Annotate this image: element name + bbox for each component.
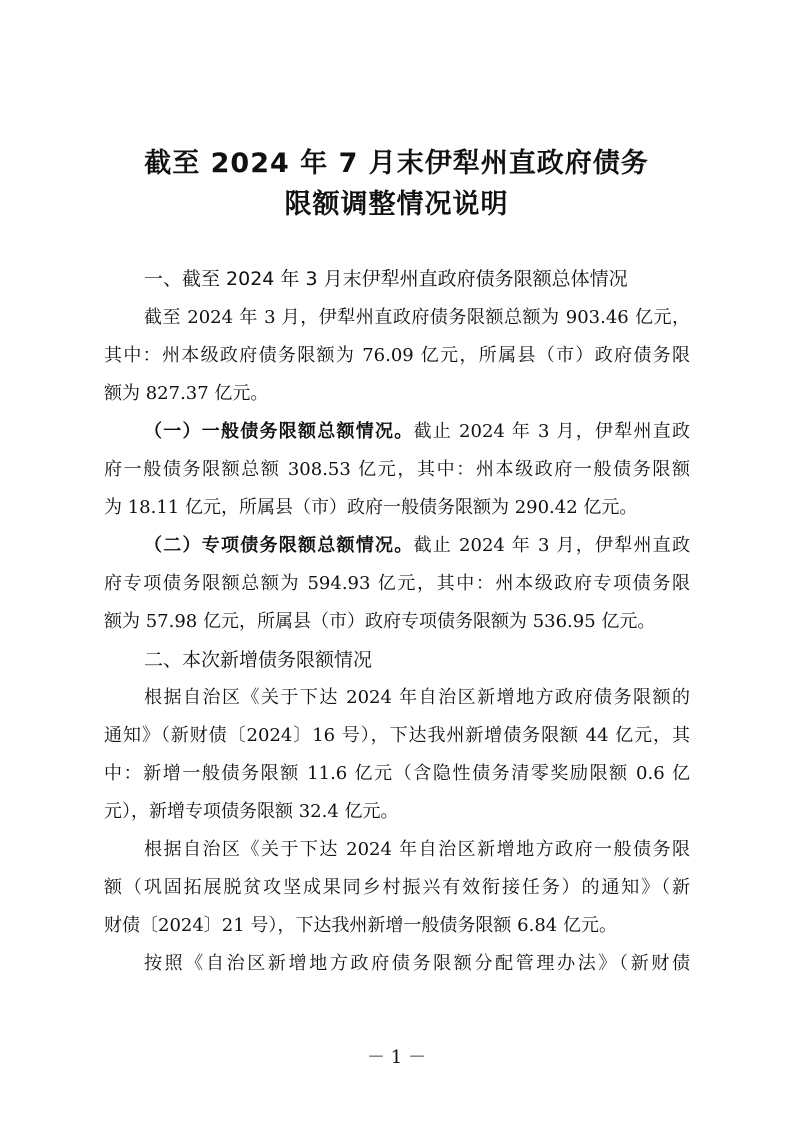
paragraph-line: 其中：州本级政府债务限额为 76.09 亿元，所属县（市）政府债务限: [104, 345, 690, 366]
paragraph-line: 中：新增一般债务限额 11.6 亿元（含隐性债务清零奖励限额 0.6 亿: [104, 763, 690, 784]
subsection-1-first-line: [144, 417, 690, 443]
subsection-1-text: 截止 2024 年 3 月，伊犁州直政: [413, 421, 691, 442]
paragraph-line: 截至 2024 年 3 月，伊犁州直政府债务限额总额为 903.46 亿元，: [144, 307, 690, 328]
paragraph-line: 府专项债务限额总额为 594.93 亿元，其中：州本级政府专项债务限: [104, 573, 690, 594]
paragraph-line: 额为 57.98 亿元，所属县（市）政府专项债务限额为 536.95 亿元。: [104, 611, 656, 632]
paragraph-line: 按照《自治区新增地方政府债务限额分配管理办法》（新财债: [144, 953, 690, 974]
section-2-heading: 二、本次新增债务限额情况: [144, 649, 373, 671]
paragraph-line: 府一般债务限额总额 308.53 亿元，其中：州本级政府一般债务限额: [104, 459, 690, 480]
document-title-line-2: 限额调整情况说明: [284, 189, 509, 220]
page-number: － 1 －: [367, 1047, 426, 1068]
paragraph-line: 财债〔2024〕21 号），下达我州新增一般债务限额 6.84 亿元。: [104, 915, 617, 936]
subsection-1-lead: （一）一般债务限额总额情况。: [144, 421, 414, 442]
paragraph-line: 额为 827.37 亿元。: [104, 383, 269, 404]
section-1-heading: 一、截至 2024 年 3 月末伊犁州直政府债务限额总体情况: [144, 268, 628, 290]
document-title-line-1: 截至 2024 年 7 月末伊犁州直政府债务: [144, 148, 649, 179]
subsection-2-first-line: [144, 531, 690, 557]
subsection-2-text: 截止 2024 年 3 月，伊犁州直政: [413, 535, 691, 556]
subsection-2-lead: （二）专项债务限额总额情况。: [144, 535, 414, 556]
paragraph-line: 通知》（新财债〔2024〕16 号），下达我州新增债务限额 44 亿元，其: [104, 725, 690, 746]
paragraph-line: 根据自治区《关于下达 2024 年自治区新增地方政府债务限额的: [144, 687, 690, 708]
paragraph-line: 为 18.11 亿元，所属县（市）政府一般债务限额为 290.42 亿元。: [104, 497, 638, 518]
paragraph-line: 元），新增专项债务限额 32.4 亿元。: [104, 801, 399, 822]
paragraph-line: 额（巩固拓展脱贫攻坚成果同乡村振兴有效衔接任务）的通知》（新: [104, 877, 690, 898]
paragraph-line: 根据自治区《关于下达 2024 年自治区新增地方政府一般债务限: [144, 839, 690, 860]
